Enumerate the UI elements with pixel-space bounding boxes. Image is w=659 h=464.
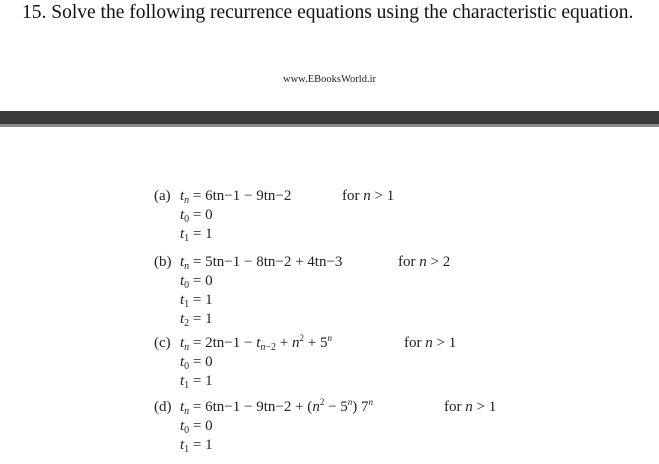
initial-condition: $t_1 = 1$ (180, 292, 213, 310)
initial-condition: $t_0 = 0$ (180, 418, 213, 436)
source-watermark[interactable]: www.EBooksWorld.ir (283, 74, 376, 85)
initial-condition: $t_0 = 0$ (180, 273, 213, 291)
condition: for n > 1 (404, 335, 457, 351)
recurrence-equation: $t_n = 5tn-1 - 8tn-2 + 4tn-3$ (180, 254, 343, 272)
recurrence-equation: $t_n = 2tn-1 - t_{n-2} + n^2 + 5^n$ (180, 333, 332, 353)
problem-label: (c) (154, 335, 171, 351)
initial-condition: $t_1 = 1$ (180, 373, 213, 391)
condition: for n > 2 (398, 254, 451, 270)
initial-condition: $t_1 = 1$ (180, 437, 213, 455)
problem-label: (d) (154, 399, 172, 415)
recurrence-equation: $t_n = 6tn-1 - 9tn-2$ (180, 188, 292, 206)
problem-label: (a) (154, 188, 171, 204)
recurrence-equation: $t_n = 6tn-1 - 9tn-2 + (n^2 - 5^n)$ 7$^n$ (180, 397, 374, 417)
page-divider (0, 111, 659, 127)
problem-label: (b) (154, 254, 172, 270)
initial-condition: $t_0 = 0$ (180, 207, 213, 225)
initial-condition: $t_1 = 1$ (180, 226, 213, 244)
condition: for n > 1 (444, 399, 497, 415)
problem-heading: 15. Solve the following recurrence equations using the characteristic equation. (22, 2, 634, 23)
initial-condition: $t_2 = 1$ (180, 311, 213, 329)
initial-condition: $t_0 = 0$ (180, 354, 213, 372)
condition: for n > 1 (342, 188, 395, 204)
